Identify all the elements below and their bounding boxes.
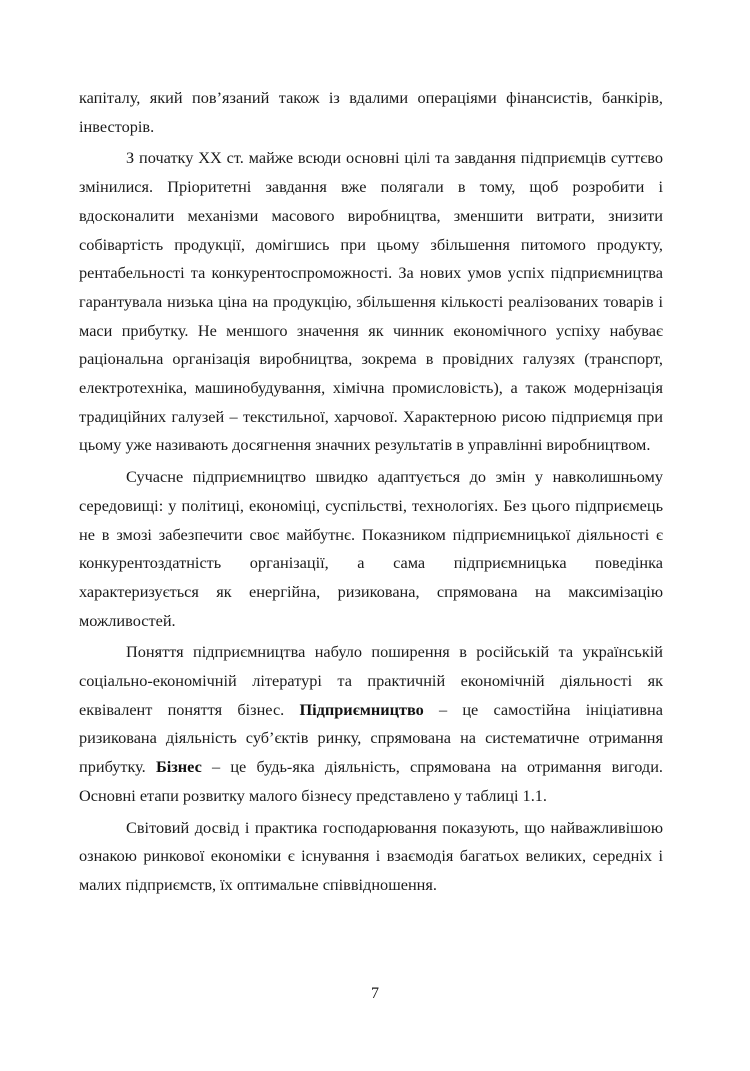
- term-business: Бізнес: [155, 757, 202, 777]
- paragraph-definitions: [79, 638, 663, 810]
- page-number: 7: [371, 985, 379, 1002]
- paragraph-continuation: капіталу, який пов’язаний також із вдалими операціями фінансистів, банкірів, інвесторів.: [79, 88, 663, 136]
- definition-entrepreneurship: – це самостійна ініціативна ризикована діяльність суб’єктів ринку, спрямована на систематичне отримання прибутку.: [79, 699, 663, 777]
- paragraph-world-experience: Світовий досвід і практика господарювання показують, що найважливішою ознакою ринкової економіки є існування і взаємодія багатьох великих, середніх і малих підприємств, їх оптимальне співвідношення.: [79, 817, 663, 894]
- paragraph-20th-century: З початку XX ст. майже всюди основні цілі та завдання підприємців суттєво змінилися. Пріоритетні завдання вже полягали в тому, щоб розробити і вдосконалити механізми масового виробництва, зменшити витрати, знизити собівартість продукції, домігшись при цьому збільшення питомого продукту, рентабельності та конкурентоспроможності. За нових умов успіх підприємництва гарантувала низька ціна на продукцію, збільшення кількості реалізованих товарів і маси прибутку. Не меншого значення як чинник економічного успіху набуває раціональна організація виробництва, зокрема в провідних галузях (транспорт, електротехніка, машинобудування, хімічна промисловість), а також модернізація традиційних галузей – текстильної, харчової. Характерною рисою підприємця при цьому уже називають досягнення значних результатів в управлінні виробництвом.: [79, 148, 663, 455]
- definition-business: – це будь-яка діяльність, спрямована на отримання вигоди. Основні етапи розвитку малого бізнесу представлено у таблиці 1.1.: [79, 757, 663, 805]
- paragraph-modern-entrepreneurship: Сучасне підприємництво швидко адаптується до змін у навколишньому середовищі: у політиці, економіці, суспільстві, технологіях. Без цього підприємець не в змозі забезпечити своє майбутнє. Показником підприємницької діяльності є конкурентоздатність організації, а сама підприємницька поведінка характеризується як енергійна, ризикована, спрямована на максимізацію можливостей.: [79, 467, 663, 630]
- definitions-intro: Поняття підприємництва набуло поширення в російській та українській соціально-економічній літературі та практичній економічній діяльності як еквівалент поняття бізнес.: [79, 642, 663, 719]
- term-entrepreneurship: Підприємництво: [299, 699, 424, 719]
- body-text: [79, 84, 663, 900]
